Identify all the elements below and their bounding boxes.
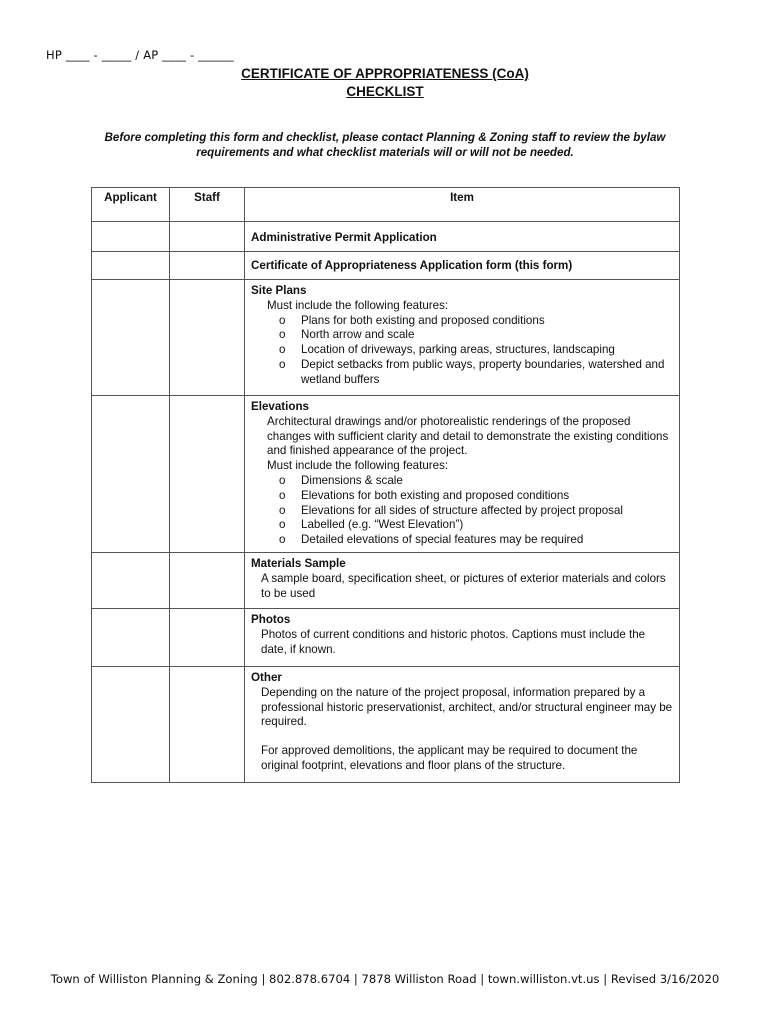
item-admin-permit: Administrative Permit Application	[251, 231, 437, 244]
column-header-item: Item	[245, 188, 680, 222]
item-heading-site-plans: Site Plans	[251, 284, 307, 297]
applicant-checkbox-cell[interactable]	[92, 396, 170, 553]
list-item: o Detailed elevations of special features may be required	[301, 533, 673, 548]
table-row	[92, 667, 680, 783]
applicant-checkbox-cell[interactable]	[92, 553, 170, 609]
list-item: o North arrow and scale	[301, 328, 673, 343]
list-item: o Plans for both existing and proposed conditions	[301, 314, 673, 329]
applicant-checkbox-cell[interactable]	[92, 252, 170, 280]
item-description: Depending on the nature of the project proposal, information prepared by a professional historic preservationist, architect, and/or structural engineer may be required.	[261, 685, 673, 729]
table-row	[92, 553, 680, 609]
list-item: o Dimensions & scale	[301, 474, 673, 489]
item-heading-other: Other	[251, 671, 282, 684]
list-item: o Labelled (e.g. “West Elevation”)	[301, 518, 673, 533]
table-row	[92, 222, 680, 252]
list-item: o Depict setbacks from public ways, property boundaries, watershed and wetland buffers	[301, 358, 673, 388]
page-subtitle: CHECKLIST	[346, 84, 424, 99]
item-heading-materials: Materials Sample	[251, 557, 346, 570]
item-coa-form: Certificate of Appropriateness Application form (this form)	[251, 259, 573, 272]
table-row	[92, 609, 680, 667]
checklist-table	[91, 187, 680, 783]
item-intro: Must include the following features:	[267, 298, 449, 312]
staff-checkbox-cell[interactable]	[170, 280, 245, 396]
item-heading-elevations: Elevations	[251, 400, 309, 413]
staff-checkbox-cell[interactable]	[170, 667, 245, 783]
item-description: A sample board, specification sheet, or pictures of exterior materials and colors to be used	[261, 571, 666, 600]
list-item: o Elevations for all sides of structure affected by project proposal	[301, 504, 673, 519]
applicant-checkbox-cell[interactable]	[92, 667, 170, 783]
item-description: For approved demolitions, the applicant may be required to document the original footprint, elevations and floor plans of the structure.	[261, 744, 638, 772]
header-reference-number: HP ____ - _____ / AP ____ - ______	[46, 48, 234, 62]
item-description: Photos of current conditions and historic photos. Captions must include the date, if known.	[261, 627, 646, 656]
staff-checkbox-cell[interactable]	[170, 222, 245, 252]
site-plans-list	[251, 314, 673, 388]
column-header-staff: Staff	[170, 188, 245, 222]
applicant-checkbox-cell[interactable]	[92, 280, 170, 396]
staff-checkbox-cell[interactable]	[170, 252, 245, 280]
column-header-applicant: Applicant	[92, 188, 170, 222]
applicant-checkbox-cell[interactable]	[92, 609, 170, 667]
table-header-row	[92, 188, 680, 222]
list-item: o Elevations for both existing and proposed conditions	[301, 489, 673, 504]
item-heading-photos: Photos	[251, 613, 291, 626]
list-item: o Location of driveways, parking areas, structures, landscaping	[301, 343, 673, 358]
staff-checkbox-cell[interactable]	[170, 396, 245, 553]
table-row	[92, 396, 680, 553]
staff-checkbox-cell[interactable]	[170, 609, 245, 667]
item-intro: Must include the following features:	[267, 459, 449, 473]
applicant-checkbox-cell[interactable]	[92, 222, 170, 252]
intro-instructions: Before completing this form and checklist, please contact Planning & Zoning staff to review the bylaw requirements and what checklist materials will or will not be needed.	[104, 131, 666, 159]
table-row	[92, 280, 680, 396]
table-row	[92, 252, 680, 280]
elevations-list	[251, 474, 673, 548]
staff-checkbox-cell[interactable]	[170, 553, 245, 609]
page-footer: Town of Williston Planning & Zoning | 802.878.6704 | 7878 Williston Road | town.williston.vt.us | Revised 3/16/2020	[50, 972, 720, 986]
page-title: CERTIFICATE OF APPROPRIATENESS (CoA)	[241, 66, 529, 81]
item-description: Architectural drawings and/or photorealistic renderings of the proposed changes with sufficient clarity and detail to demonstrate the existing conditions and finished appearance of the project.	[267, 414, 669, 458]
